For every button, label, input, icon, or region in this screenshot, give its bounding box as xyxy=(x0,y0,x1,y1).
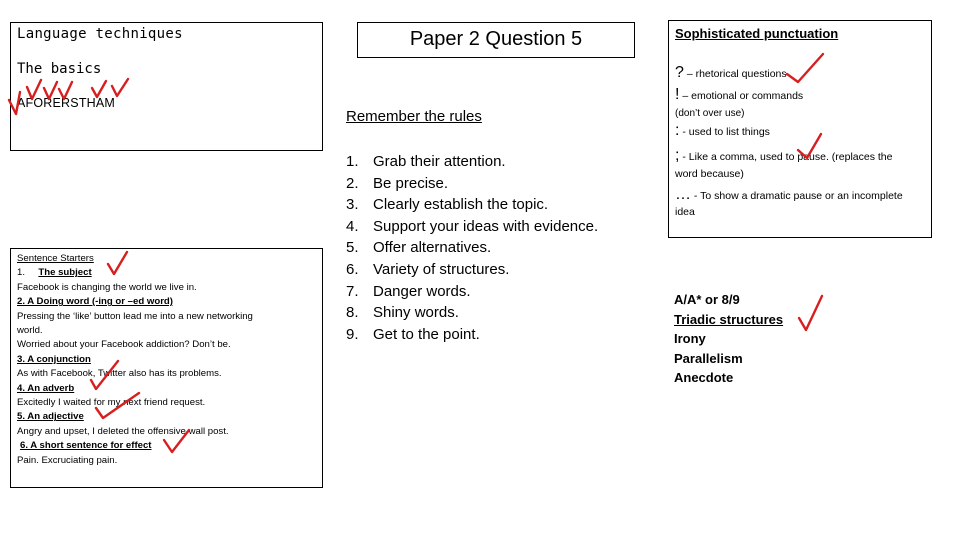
rule-item xyxy=(346,173,598,195)
grade-techniques-list xyxy=(674,290,783,388)
rule-number: 6. xyxy=(346,260,359,278)
rule-number: 4. xyxy=(346,217,359,235)
rule-number: 3. xyxy=(346,196,359,214)
rule-number: 8. xyxy=(346,304,359,322)
language-techniques-title: Language techniques xyxy=(17,26,183,42)
punctuation-desc: word because) xyxy=(675,168,744,180)
rule-item xyxy=(346,324,598,346)
sentence-starters-heading: Sentence Starters xyxy=(17,253,94,264)
punctuation-item xyxy=(675,64,787,82)
rules-heading: Remember the rules xyxy=(346,108,482,125)
rule-number: 5. xyxy=(346,239,359,257)
basics-label: The basics xyxy=(17,61,102,77)
grade-techniques-section xyxy=(668,282,932,390)
rule-text: Clearly establish the topic. xyxy=(373,196,549,214)
starter-example: As with Facebook, Twitter also has its problems. xyxy=(17,368,222,380)
rule-text: Shiny words. xyxy=(373,304,459,322)
punctuation-desc: – rhetorical questions xyxy=(683,68,787,80)
grade-technique-item: Triadic structures xyxy=(674,311,784,327)
punctuation-desc: - used to list things xyxy=(679,126,770,138)
starter-example: world. xyxy=(17,325,43,337)
punctuation-desc: - To show a dramatic pause or an incomplete xyxy=(691,190,903,202)
starter-row-1 xyxy=(17,266,253,280)
starter-example: Pressing the ‘like’ button lead me into a new networking xyxy=(17,310,253,322)
language-techniques-box xyxy=(10,22,323,151)
starter-example: Angry and upset, I deleted the offensive wall post. xyxy=(17,425,229,437)
grade-technique-item: Anecdote xyxy=(674,370,734,385)
starter-example: Facebook is changing the world we live in. xyxy=(17,281,197,293)
punctuation-desc: – emotional or commands xyxy=(679,90,804,102)
rule-number: 2. xyxy=(346,174,359,192)
starter-label: 2. A Doing word (-ing or –ed word) xyxy=(17,296,173,308)
starter-label: 6. A short sentence for effect xyxy=(20,440,152,452)
starter-example: Excitedly I waited for my next friend request. xyxy=(17,397,206,409)
rule-item xyxy=(346,281,598,303)
rule-number: 9. xyxy=(346,325,359,343)
rule-number: 7. xyxy=(346,282,359,300)
rule-item xyxy=(346,151,598,173)
grade-technique-item: Parallelism xyxy=(674,350,743,366)
starter-example: Pain. Excruciating pain. xyxy=(17,454,118,466)
starter-label: The subject xyxy=(38,267,92,279)
rule-text: Danger words. xyxy=(373,282,471,300)
grade-technique-item: A/A* or 8/9 xyxy=(674,292,740,307)
acronym-text: AFORERSTHAM xyxy=(17,96,116,110)
starter-example: Worried about your Facebook addiction? Don’t be. xyxy=(17,339,231,351)
starter-label: 5. An adjective xyxy=(17,411,84,423)
rule-text: Variety of structures. xyxy=(373,260,510,278)
starter-number: 1. xyxy=(17,267,26,279)
rule-text: Grab their attention. xyxy=(373,153,506,170)
punctuation-desc: idea xyxy=(675,206,695,218)
punctuation-box xyxy=(668,20,932,238)
punctuation-symbol: ? xyxy=(675,64,684,81)
punctuation-desc: (don’t over use) xyxy=(675,108,745,119)
rule-number: 1. xyxy=(346,153,359,170)
punctuation-item xyxy=(675,122,770,140)
punctuation-title: Sophisticated punctuation xyxy=(675,26,839,41)
paper-title-box xyxy=(357,22,635,58)
grade-technique-item: Irony xyxy=(674,331,706,346)
rule-item xyxy=(346,194,598,216)
rule-text: Be precise. xyxy=(373,174,449,192)
punctuation-symbol: ! xyxy=(675,86,680,103)
rule-item xyxy=(346,237,598,259)
rules-list xyxy=(346,151,598,345)
sentence-starters-box xyxy=(10,248,323,488)
punctuation-item xyxy=(675,107,744,119)
starter-label: 3. A conjunction xyxy=(17,353,91,365)
punctuation-desc: - Like a comma, used to pause. (replaces the xyxy=(679,151,893,163)
punctuation-symbol: ; xyxy=(675,147,680,164)
rule-item xyxy=(346,216,598,238)
punctuation-item xyxy=(675,147,892,165)
punctuation-item xyxy=(675,168,744,180)
rule-item xyxy=(346,259,598,281)
starter-label: 4. An adverb xyxy=(17,382,75,394)
paper-title: Paper 2 Question 5 xyxy=(409,28,583,50)
rule-text: Get to the point. xyxy=(373,325,480,343)
rules-section xyxy=(340,96,636,366)
punctuation-symbol: : xyxy=(675,122,680,139)
rule-item xyxy=(346,302,598,324)
punctuation-symbol: … xyxy=(675,186,691,203)
rule-text: Support your ideas with evidence. xyxy=(373,217,599,235)
rule-text: Offer alternatives. xyxy=(373,239,492,257)
punctuation-item xyxy=(675,86,803,104)
sentence-starters-content xyxy=(17,252,253,468)
punctuation-item xyxy=(675,186,903,204)
punctuation-item xyxy=(675,206,695,218)
